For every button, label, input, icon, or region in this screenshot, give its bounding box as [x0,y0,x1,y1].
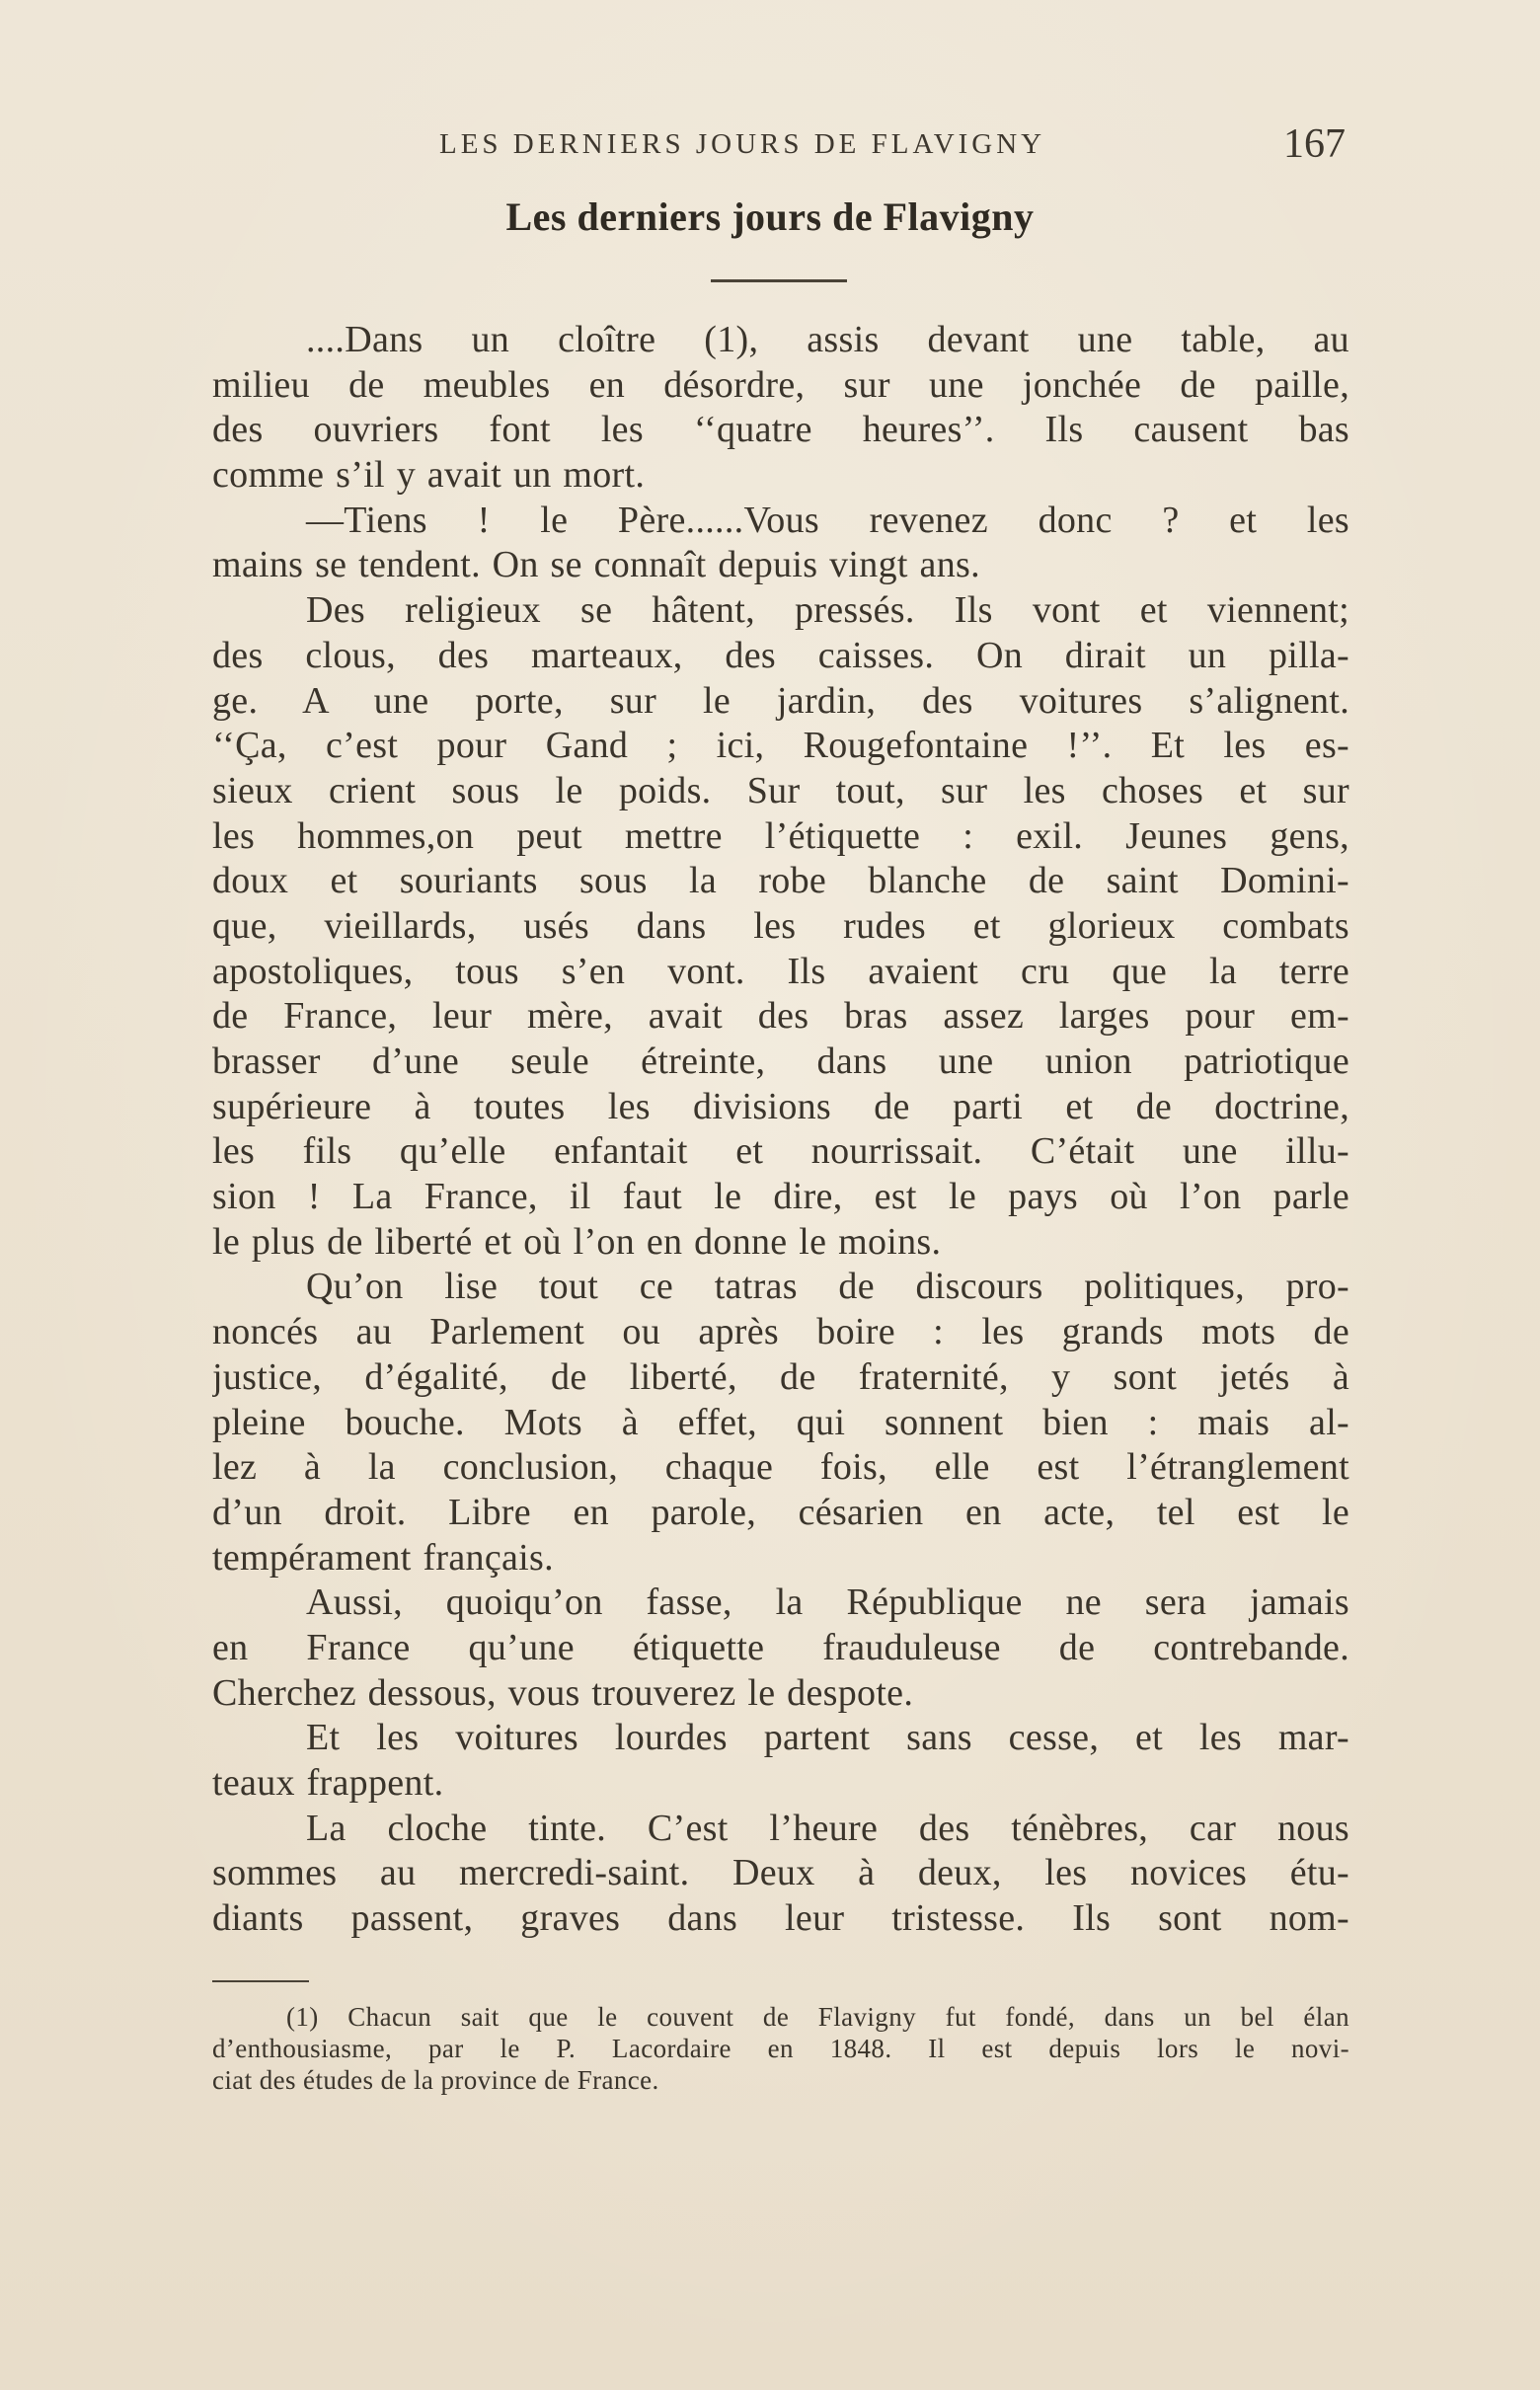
text-line: La cloche tinte. C’est l’heure des ténèbres, car nous [306,1807,1349,1849]
chapter-title: Les derniers jours de Flavigny [505,194,1035,239]
text-line: pleine bouche. Mots à effet, qui sonnent bien : mais al- [212,1401,1349,1443]
text-line: en France qu’une étiquette frauduleuse de contrebande. [212,1626,1349,1668]
text-line: Cherchez dessous, vous trouverez le despote. [212,1671,914,1714]
text-line: des clous, des marteaux, des caisses. On dirait un pilla- [212,634,1349,676]
text-line: teaux frappent. [212,1762,444,1804]
text-line: le plus de liberté et où l’on en donne le moins. [212,1220,942,1263]
page-number: 167 [1283,121,1346,167]
text-line: —Tiens ! le Père......Vous revenez donc ? et les [306,499,1349,541]
title-rule [711,279,847,282]
text-line: doux et souriants sous la robe blanche de saint Domini- [212,860,1349,902]
text-line: supérieure à toutes les divisions de parti et de doctrine, [212,1085,1349,1127]
text-line: tempérament français. [212,1536,554,1579]
text-line: ‘‘Ça, c’est pour Gand ; ici, Rougefontaine !’’. Et les es- [212,725,1349,767]
text-line: sieux crient sous le poids. Sur tout, sur les choses et sur [212,769,1349,811]
text-line: Des religieux se hâtent, pressés. Ils vont et viennent; [306,589,1349,632]
running-head: LES DERNIERS JOURS DE FLAVIGNY [439,128,1046,160]
text-line: Aussi, quoiqu’on fasse, la République ne sera jamais [306,1581,1349,1624]
text-line: diants passent, graves dans leur tristesse. Ils sont nom- [212,1897,1349,1940]
text-line: des ouvriers font les ‘‘quatre heures’’. Ils causent bas [212,409,1349,451]
text-line: ....Dans un cloître (1), assis devant une table, au [306,319,1349,360]
text-line: comme s’il y avait un mort. [212,454,646,497]
text-line: lez à la conclusion, chaque fois, elle est l’étranglement [212,1446,1349,1489]
text-line: noncés au Parlement ou après boire : les grands mots de [212,1311,1349,1353]
text-line: que, vieillards, usés dans les rudes et glorieux combats [212,904,1349,947]
text-line: Qu’on lise tout ce tatras de discours politiques, pro- [306,1266,1349,1308]
text-line: les hommes,on peut mettre l’étiquette : exil. Jeunes gens, [212,814,1349,857]
text-line: d’un droit. Libre en parole, césarien en acte, tel est le [212,1491,1349,1533]
text-line: apostoliques, tous s’en vont. Ils avaient cru que la terre [212,950,1349,992]
footnote-line: (1) Chacun sait que le couvent de Flavigny fut fondé, dans un bel élan [286,2002,1349,2032]
text-line: ge. A une porte, sur le jardin, des voitures s’alignent. [212,679,1349,722]
text-line: mains se tendent. On se connaît depuis vingt ans. [212,544,980,586]
text-line: justice, d’égalité, de liberté, de fraternité, y sont jetés à [212,1355,1349,1398]
footnote-line: ciat des études de la province de France. [212,2065,659,2095]
footnote [212,2001,1349,2096]
text-line: de France, leur mère, avait des bras assez larges pour em- [212,995,1349,1038]
text-line: brasser d’une seule étreinte, dans une union patriotique [212,1041,1349,1082]
body-text [212,318,1349,1942]
text-line: sommes au mercredi-saint. Deux à deux, les novices étu- [212,1852,1349,1894]
text-line: sion ! La France, il faut le dire, est le pays où l’on parle [212,1176,1349,1218]
footnote-rule [212,1980,309,1982]
footnote-line: d’enthousiasme, par le P. Lacordaire en 1848. Il est depuis lors le novi- [212,2034,1349,2063]
text-line: Et les voitures lourdes partent sans cesse, et les mar- [306,1717,1349,1759]
text-line: les fils qu’elle enfantait et nourrissait. C’était une illu- [212,1130,1349,1173]
text-line: milieu de meubles en désordre, sur une jonchée de paille, [212,363,1349,406]
